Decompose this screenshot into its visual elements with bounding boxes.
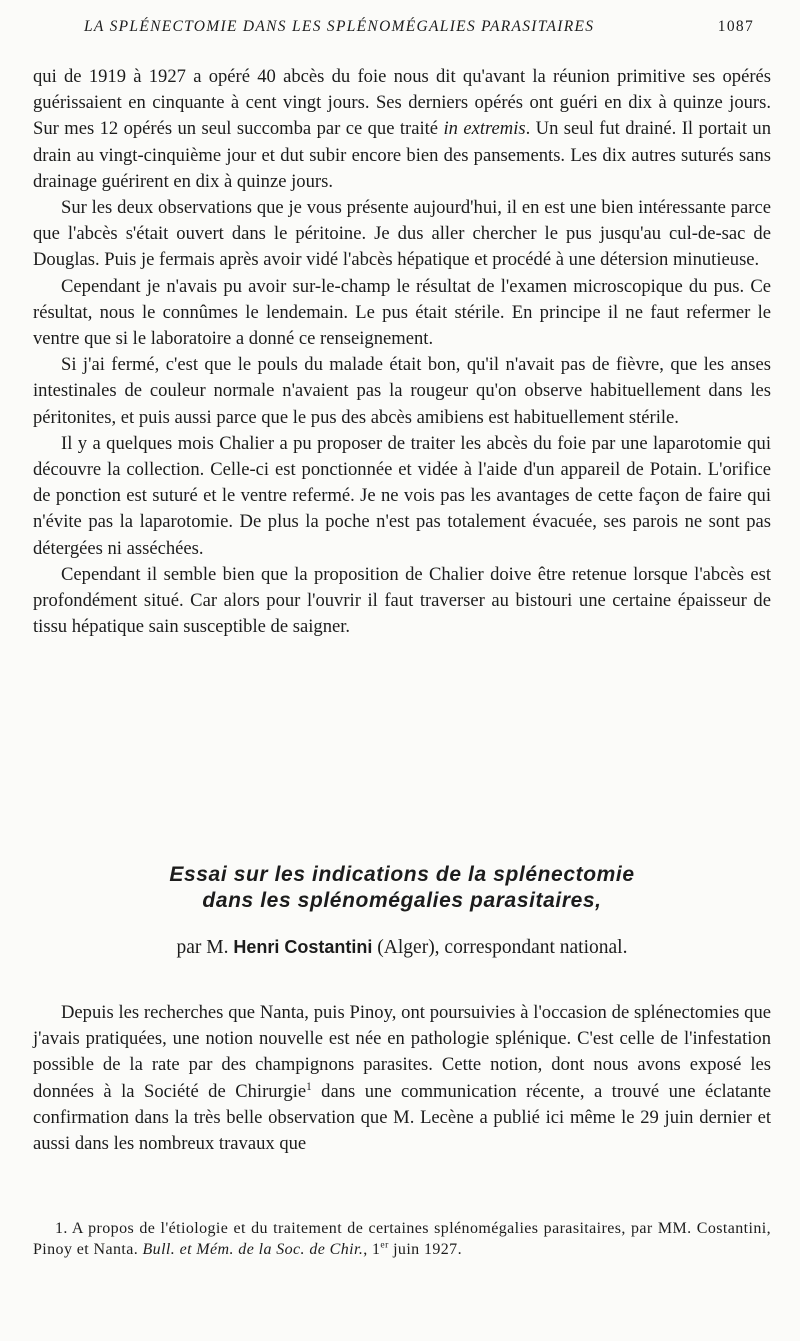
article-body: [33, 1000, 771, 1157]
text-segment: dans une communication récente, a trouvé une éclatante confirmation dans la très belle observation que M. Lecène a publié ici même le 29 juin dernier et aussi dans les nombreux travaux que: [33, 1080, 772, 1155]
running-head: [84, 18, 754, 36]
paragraph: Cependant il semble bien que la proposition de Chalier doive être retenue lorsque l'abcès est profondément situé. Car alors pour l'ouvrir il faut traverser au bistouri une certaine épaisseur de tissu hépatique sain susceptible de saigner.: [33, 563, 771, 638]
page-number: 1087: [717, 18, 754, 35]
author-name: Henri Costantini: [233, 937, 373, 957]
section-body: [33, 64, 771, 640]
footnote-date: juin 1927.: [388, 1241, 462, 1258]
byline-suffix: (Alger), correspondant national.: [372, 937, 628, 958]
article-title-line: dans les splénomégalies parasitaires,: [202, 889, 602, 912]
paragraph: [33, 64, 771, 195]
paragraph: Sur les deux observations que je vous présente aujourd'hui, il en est une bien intéressante parce que l'abcès s'était ouvert dans le péritoine. Je dus aller chercher le pus jusqu'au cul-de-sac de Douglas. Puis je fermais après avoir vidé l'abcès hépatique et procédé à une détersion minutieuse.: [33, 197, 771, 271]
footnote-text: A propos de l'étiologie et du traitement de certaines splénomégalies parasitaires, par MM. Costantini, Pinoy et Nanta.: [33, 1220, 771, 1258]
text-segment: . Un seul fut drainé. Il portait un drain au vingt-cinquième jour et dut subir encore bien des pansements. Les dix autres suturés sans drainage guérirent en dix à quinze jours.: [33, 118, 771, 192]
footnote-date-superscript: er: [380, 1239, 389, 1251]
running-head-title: LA SPLÉNECTOMIE DANS LES SPLÉNOMÉGALIES PARASITAIRES: [84, 18, 595, 35]
article-byline: [33, 937, 771, 959]
paragraph: Il y a quelques mois Chalier a pu proposer de traiter les abcès du foie par une laparotomie qui découvre la collection. Celle-ci est ponctionnée et vidée à l'aide d'un appareil de Potain. L'orifice de ponction est suturé et le ventre refermé. Je ne vois pas les avantages de cette façon de faire qui n'évite pas la laparotomie. De plus la poche n'est pas totalement évacuée, ses parois ne sont pas détergées ni asséchées.: [33, 432, 771, 559]
paragraph: [33, 1000, 771, 1157]
paragraph: Cependant je n'avais pu avoir sur-le-champ le résultat de l'examen microscopique du pus. Ce résultat, nous le connûmes le lendemain. Le pus était stérile. En principe il ne faut refermer le ventre que si le laboratoire a donné ce renseignement.: [33, 275, 771, 350]
byline-prefix: par M.: [176, 937, 234, 958]
text-segment: qui de 1919 à 1927 a opéré 40 abcès du foie nous dit qu'avant la réunion primitive ses opérés guérissaient en cinquante à cent vingt jours. Ses derniers opérés ont guéri en dix à quinze jours. Sur mes 12 opérés un seul succomba par ce que traité: [33, 66, 771, 140]
article-title: [33, 862, 771, 914]
text-segment: Depuis les recherches que Nanta, puis Pinoy, ont poursuivies à l'occasion de splénectomies que j'avais pratiquées, une notion nouvelle est née en pathologie splénique. C'est celle de l'infestation possible de la rate par des champignons parasites. Cette notion, dont nous avons exposé les données à la Société de Chirurgie: [33, 1002, 771, 1102]
footnote-reference: 1: [306, 1080, 312, 1093]
article-title-line: Essai sur les indications de la splénectomie: [169, 863, 635, 886]
footnote: [33, 1218, 771, 1260]
footnote-date-prefix: , 1: [363, 1241, 381, 1258]
paragraph: Si j'ai fermé, c'est que le pouls du malade était bon, qu'il n'avait pas de fièvre, que les anses intestinales de couleur normale n'avaient pas la rougeur qu'on observe habituellement dans les péritonites, et puis aussi parce que le pus des abcès amibiens est habituellement stérile.: [33, 354, 771, 428]
footnote-journal: Bull. et Mém. de la Soc. de Chir.: [142, 1241, 364, 1258]
italic-phrase: in extremis: [443, 118, 526, 140]
footnote-number: 1.: [55, 1220, 68, 1237]
